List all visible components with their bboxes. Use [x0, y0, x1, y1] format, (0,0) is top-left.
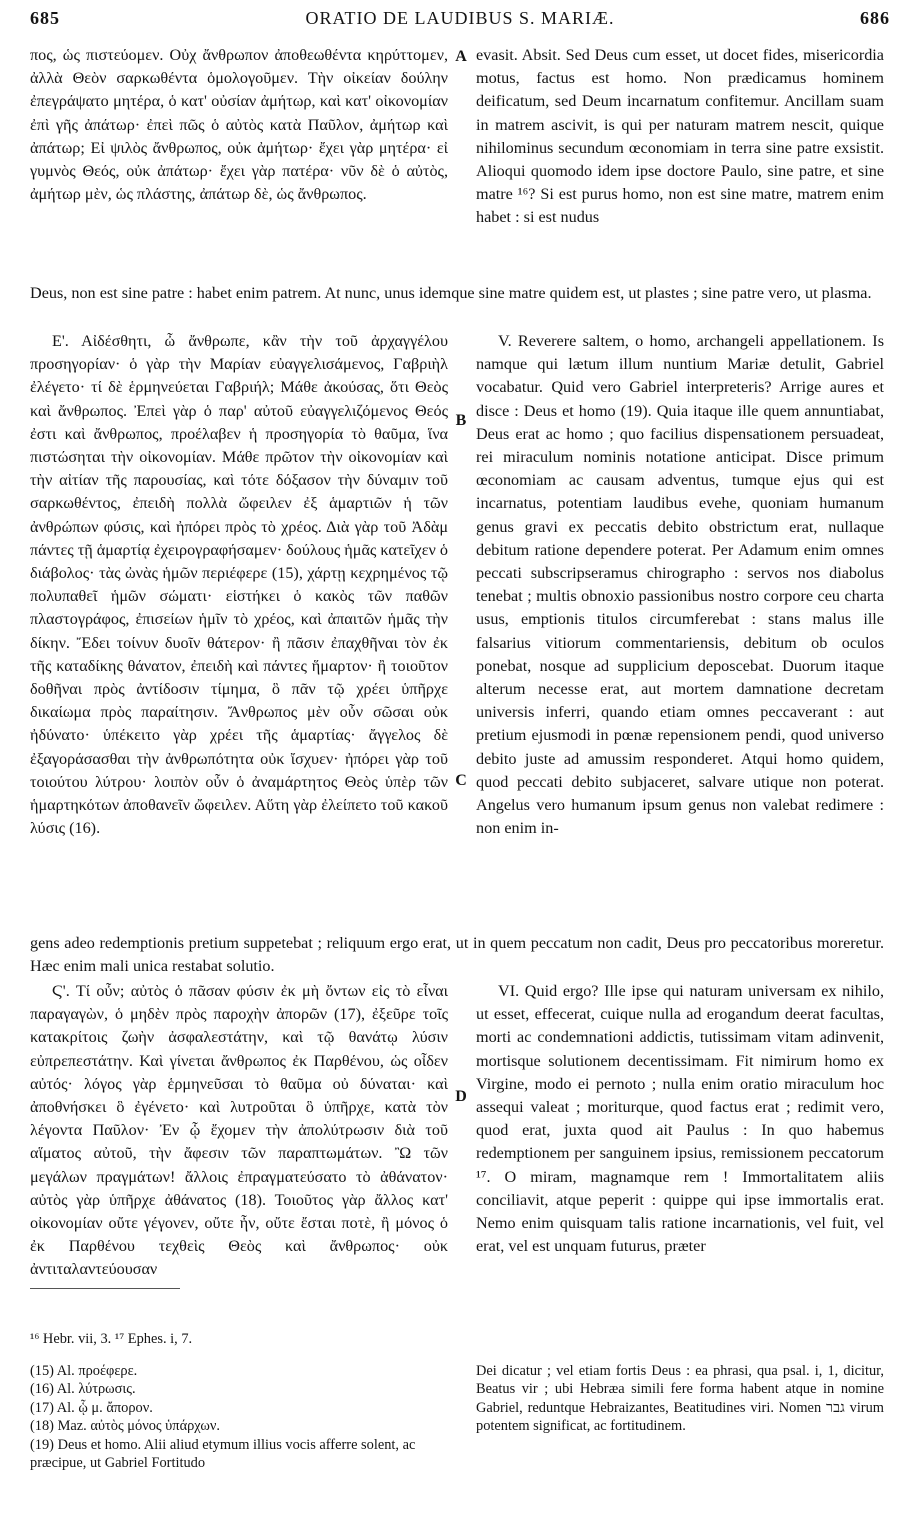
full-width-paragraph-2: gens adeo redemptionis pretium suppetebat ; reliquum ergo erat, ut in quem peccatum non cadit, Deus pro peccatoribus moreretur. Hæc enim mali unica restabat solutio.	[30, 934, 884, 976]
latin-column-block-3	[476, 980, 884, 1258]
variant-note-18: (18) Maz. αὐτὸς μόνος ὑπάρχων.	[30, 1418, 220, 1435]
latin-paragraph-1: evasit. Absit. Sed Deus cum esset, ut docet fides, misericordia motus, factus est homo. Non prædicamus hominem deificatum, sed Deum incarnatum confitemur. Ancillam suam in matrem ascivit, is qui per naturam matrem nescit, quique nihilominus secundum œconomiam in terra sine patre exsistit. Alioqui quomodo idem ipse doctore Paulo, sine patre, et sine matre ¹⁶? Si est purus homo, non est sine matre, matrem enim habet : si est nudus	[476, 46, 884, 227]
scripture-footnotes	[30, 1330, 448, 1348]
page-number-right: 686	[860, 8, 890, 28]
latin-paragraph-2: V. Reverere saltem, o homo, archangeli appellationem. Is namque qui lætum illum nuntium Mariæ detulit, Gabriel vocabatur. Quid vero Gabriel interpreteris? Arrige aures et disce : Deus et homo (19). Quia itaque ille quem annuntiabat, Deus erat ac homo ; quo facilius dispensationem persuadeat, rei miraculum nominis notatione anticipat. Disce primum œconomiam ac causam adventus, tumque ejus qui est incarnatus, potentiam laudibus evehe, quoniam humanum genus gravi ex peccatis debito obstrictum erat, nullaque debitum ratione dependere poterat. Per Adamum enim omnes peccati subscripseramus chirographo : servos nos diabolus tenebat ; multis obnoxio passionibus nostro corpore ceu charta usus, emptionis titulos circumferebat : stans malus ille falsarius vitiorum commentariensis, debitum ob oculos ponebat, nosque ad supplicium deposcebat. Duorum itaque alterum necesse erat, aut mortem damnatione decretam universis inferri, quando etiam omnes peccaverant : aut pretium ejusmodi in pœnæ repensionem pendi, quod universo debito juste ad amussim responderet. Atqui homo quidem, quod peccati debito subjaceret, salvare utique non poterat. Angelus vero humanum ipsum genus non valebat redimere : non enim in-	[476, 332, 884, 838]
greek-paragraph-2: Ε'. Αἰδέσθητι, ὦ ἄνθρωπε, κἂν τὴν τοῦ ἀρχαγγέλου προσηγορίαν· ὁ γὰρ τὴν Μαρίαν εὐαγγελισάμενος, Γαβριὴλ ἐλέγετο· τί δὲ ἑρμηνεύεται Γαβριήλ; Μάθε ἀκούσας, ὅτι Θεὸς καὶ ἄνθρωπος. Ἐπεὶ γὰρ ὁ παρ' αὐτοῦ εὐαγγελιζόμενος Θεός ἐστι καὶ ἄνθρωπος, προέλαβεν ἡ προσηγορία τὸ θαῦμα, ἵνα πιστώσηται τὴν οἰκονομίαν. Μάθε πρῶτον τὴν οἰκονομίαν καὶ τὴν αἰτίαν τῆς παρουσίας, καὶ τότε δόξασον τὴν δύναμιν τοῦ σαρκωθέντος, ἐπειδὴ πολλὰ ὤφειλεν ἐξ ἁμαρτιῶν ἡ τῶν ἀνθρώπων φύσις, καὶ ἠπόρει πρὸς τὸ χρέος. Διὰ γὰρ τοῦ Ἀδὰμ πάντες τῇ ἁμαρτίᾳ ἐχειρογραφήσαμεν· δούλους ἡμᾶς κατεῖχεν ὁ διάβολος· τὰς ὠνὰς ἡμῶν περιέφερε (15), χάρτῃ κεχρημένος τῷ πολυπαθεῖ ἡμῶν σώματι· εἱστήκει ὁ κακὸς τῶν παθῶν πλαστογράφος, ἐπισείων ἡμῖν τὸ χρέος, καὶ ἀπαιτῶν ἡμᾶς τὴν δίκην. Ἔδει τοίνυν δυοῖν θάτερον· ἢ πᾶσιν ἐπαχθῆναι τὸν ἐκ τῆς καταδίκης θάνατον, ἐπειδὴ καὶ πάντες ἥμαρτον· ἢ τοιοῦτον δοθῆναι πρὸς ἀντίδοσιν τίμημα, ὃ πᾶν τῷ χρέει ὑπῆρχε δικαίωμα πρὸς παραίτησιν. Ἄνθρωπος μὲν οὖν σῶσαι οὐκ ἠδύνατο· ὑπέκειτο γὰρ χρέει τῆς ἁμαρτίας· ἄγγελος δὲ ἐξαγοράσασθαι τὴν ἀνθρωπότητα οὐκ ἴσχυεν· ἠπόρει γὰρ τοῦ τοιούτου λύτρου· λοιπὸν οὖν ὁ ἀναμάρτητος Θεὸς ὑπὲρ τῶν ἡμαρτηκότων ἀποθανεῖν ὤφειλεν. Αὕτη γὰρ ἐλείπετο τοῦ κακοῦ λύσις (16).	[30, 332, 448, 838]
variant-note-19: (19) Deus et homo. Alii aliud etymum illius vocis afferre solent, ac præcipue, ut Gabriel Fortitudo	[30, 1436, 416, 1472]
latin-column-block-2	[476, 330, 884, 840]
page-header	[30, 8, 890, 40]
margin-marker-a: A	[455, 48, 467, 65]
variant-footnotes	[30, 1362, 448, 1472]
latin-paragraph-3: VI. Quid ergo? Ille ipse qui naturam universam ex nihilo, ut esset, effecerat, cuique nulla ad erogandum deerat facultas, morti ac condemnationi addictis, tutissimam vitam adinvenit, mortisque solutionem decentissimam. Fit nimirum homo ex Virgine, modo ei pernoto ; nulla enim oratio miraculum hoc assequi valeat ; moriturque, quod factus erat ; redimit vero, quod erat, juxta quod ait Paulus : In quo habemus redemptionem per sanguinem ipsius, remissionem peccatorum ¹⁷. O miram, magnamque rem ! Immortalitatem aliis conciliavit, atque peperit : quippe qui ipse immortalis erat. Nemo enim quisquam talis ratione incarnationis, vel fuit, vel erat, vel est unquam futurus, præter	[476, 982, 884, 1256]
scripture-references: ¹⁶ Hebr. vii, 3. ¹⁷ Ephes. i, 7.	[30, 1331, 193, 1347]
margin-marker-d: D	[455, 1088, 467, 1105]
variant-note-15: (15) Al. προέφερε.	[30, 1363, 138, 1379]
footnote-rule	[30, 1288, 180, 1289]
full-width-paragraph-1: Deus, non est sine patre : habet enim patrem. At nunc, unus idemque sine matre quidem est, ut plastes ; sine patre vero, ut plasma.	[30, 284, 872, 302]
footnote-continuation	[476, 1362, 884, 1436]
variant-note-17: (17) Al. ᾧ μ. ἄπορον.	[30, 1399, 153, 1416]
running-title: ORATIO DE LAUDIBUS S. MARIÆ.	[305, 8, 615, 28]
page-number-left: 685	[30, 8, 60, 28]
margin-marker-c: C	[455, 772, 467, 789]
greek-paragraph-3: Ϛ'. Τί οὖν; αὐτὸς ὁ πᾶσαν φύσιν ἐκ μὴ ὄντων εἰς τὸ εἶναι παραγαγὼν, ὁ μηδὲν πρὸς παροχὴν ἀπορῶν (17), ἐξεῦρε τοῖς κατακρίτοις ζωὴν ἀσφαλεστάτην, καὶ τῷ θανάτῳ λύσιν εὐπρεπεστάτην. Καὶ γίνεται ἄνθρωπος ἐκ Παρθένου, ὡς οἶδεν αὐτός· λόγος γὰρ ἑρμηνεῦσαι τὸ θαῦμα οὐ δύναται· καὶ ἀποθνήσκει ὃ ἐγένετο· καὶ λυτροῦται ὃ ὑπῆρχε, κατὰ τὸν λέγοντα Παῦλον· Ἐν ᾧ ἔχομεν τὴν ἀπολύτρωσιν διὰ τοῦ αἵματος αὐτοῦ, τὴν ἄφεσιν τῶν παραπτωμάτων. Ὢ τῶν μεγάλων πραγμάτων! ἄλλοις ἐπραγματεύσατο τὸ ἀθάνατον· αὐτὸς γὰρ ὑπῆρχε ἀθάνατος (18). Τοιοῦτος γὰρ ἄλλος κατ' οἰκονομίαν οὔτε γέγονεν, οὔτε ἦν, οὔτε ἔσται ποτὲ, ἢ μόνος ὁ ἐκ Παρθένου τεχθεὶς Θεὸς καὶ ἄνθρωπος· οὐκ ἀντιταλαντεύουσαν	[30, 982, 448, 1279]
full-width-line-1	[30, 282, 884, 305]
variant-note-16: (16) Al. λύτρωσις.	[30, 1381, 136, 1398]
greek-paragraph-1: πος, ὡς πιστεύομεν. Οὐχ ἄνθρωπον ἀποθεωθέντα κηρύττομεν, ἀλλὰ Θεὸν σαρκωθέντα ὁμολογοῦμεν. Τὴν οἰκείαν δούλην ἐπεγράψατο μητέρα, ὁ κατ' οὐσίαν ἀμήτωρ, καὶ κατ' οἰκονομίαν ἐπὶ γῆς ἀπάτωρ· ἐπεὶ πῶς ὁ αὐτὸς κατὰ Παῦλον, ἀμήτωρ καὶ ἀπάτωρ; Εἰ ψιλὸς ἄνθρωπος, οὐκ ἀμήτωρ· ἔχει γὰρ μητέρα· εἰ γυμνὸς Θεός, οὐκ ἀπάτωρ· ἔχει γὰρ πατέρα· νῦν δὲ ὁ αὐτὸς, ἀμήτωρ μὲν, ὡς πλάστης, ἀπάτωρ δὲ, ὡς ἄνθρωπος.	[30, 46, 448, 204]
full-width-line-2	[30, 932, 884, 978]
latin-column-block-1	[476, 44, 884, 230]
greek-column-block-3	[30, 980, 448, 1282]
greek-column-block-1	[30, 44, 448, 206]
footnote-19-continued: Dei dicatur ; vel etiam fortis Deus : ea phrasi, qua psal. i, 1, dicitur, Beatus vir ; ubi Hebræa simili fere forma habent atque in nomine Gabriel, reduntque Hebraizantes, Beatitudines viri. Nomen גבר virum potentem significat, ac fortitudinem.	[476, 1363, 884, 1435]
greek-column-block-2	[30, 330, 448, 840]
margin-marker-b: B	[455, 412, 467, 429]
